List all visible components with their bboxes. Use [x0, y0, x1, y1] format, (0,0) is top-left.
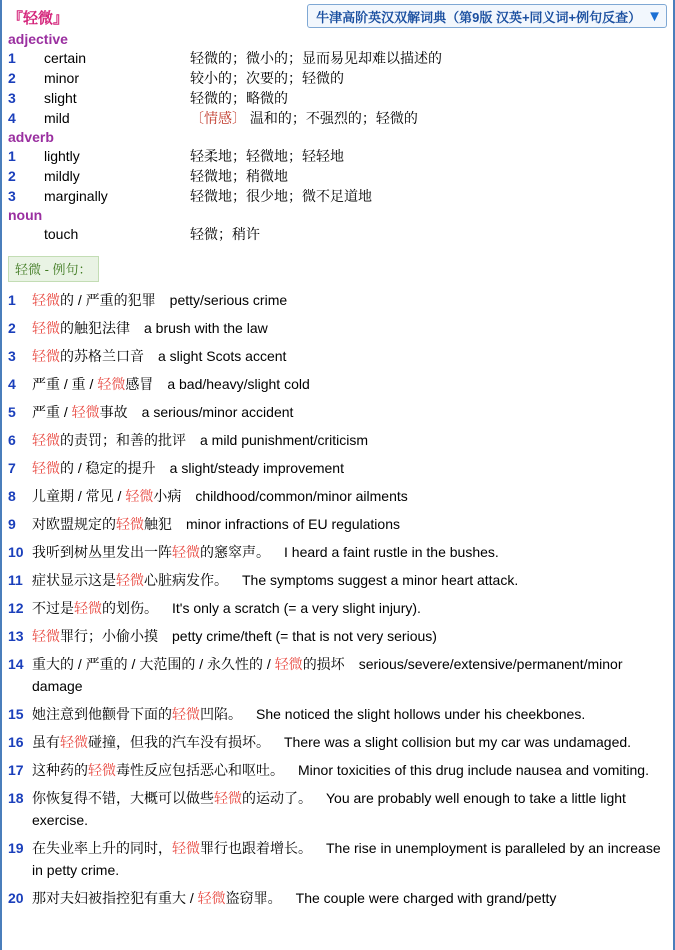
example-keyword: 轻微 — [32, 460, 60, 476]
page-header — [2, 0, 673, 30]
example-english: There was a slight collision but my car was undamaged. — [284, 734, 632, 750]
example-english: a serious/minor accident — [141, 404, 294, 420]
example-chinese: 严重 / 重 / — [32, 376, 98, 392]
example-text — [32, 373, 667, 395]
dictionary-selector[interactable] — [307, 4, 667, 28]
example-text — [32, 597, 667, 619]
example-text — [32, 703, 667, 725]
example-chinese: 的损坏 — [302, 656, 345, 672]
sense-definition: 较小的；次要的；轻微的 — [190, 70, 344, 86]
examples-heading-label: 轻微 - 例句： — [15, 262, 92, 277]
sense-word[interactable]: minor — [44, 70, 80, 86]
example-chinese: 的划伤。 — [102, 600, 158, 616]
example-chinese: 事故 — [99, 404, 128, 420]
sense-row[interactable] — [2, 68, 673, 88]
example-keyword: 轻微 — [116, 516, 144, 532]
examples-section — [2, 286, 673, 912]
example-row[interactable] — [2, 700, 673, 728]
part-of-speech-label: noun — [8, 207, 43, 223]
example-text — [32, 837, 667, 881]
sense-word[interactable]: slight — [44, 90, 77, 106]
part-of-speech-label: adjective — [8, 31, 68, 47]
example-text — [32, 759, 667, 781]
sense-definition: 轻微；稍许 — [190, 226, 260, 242]
example-english: The symptoms suggest a minor heart attack. — [242, 572, 519, 588]
example-chinese: 儿童期 / 常见 / — [32, 488, 126, 504]
example-row[interactable] — [2, 784, 673, 834]
example-keyword: 轻微 — [32, 432, 60, 448]
example-chinese: 对欧盟规定的 — [32, 516, 116, 532]
sense-row[interactable] — [2, 224, 673, 244]
example-keyword: 轻微 — [32, 348, 60, 364]
example-row[interactable] — [2, 510, 673, 538]
example-text — [32, 457, 667, 479]
example-keyword: 轻微 — [214, 790, 242, 806]
example-chinese: 碰撞，但我的汽车没有损坏。 — [88, 734, 270, 750]
example-number: 7 — [8, 460, 16, 476]
example-text — [32, 625, 667, 647]
sense-number: 3 — [8, 188, 16, 204]
example-text — [32, 289, 667, 311]
dictionary-name: 牛津高阶英汉双解词典（第9版 汉英+同义词+例句反查） — [316, 9, 642, 25]
example-english: You are probably well enough to take a little light exercise. — [32, 790, 626, 828]
sense-usage-tag: 〔情感〕 — [190, 110, 246, 126]
example-row[interactable] — [2, 286, 673, 314]
example-chinese: 症状显示这是 — [32, 572, 116, 588]
sense-definition: 轻微地；稍微地 — [190, 168, 288, 184]
sense-row[interactable] — [2, 48, 673, 68]
example-row[interactable] — [2, 314, 673, 342]
sense-word[interactable]: marginally — [44, 188, 108, 204]
example-chinese: 你恢复得不错，大概可以做些 — [32, 790, 214, 806]
example-number: 18 — [8, 790, 24, 806]
example-row[interactable] — [2, 370, 673, 398]
sense-number: 1 — [8, 50, 16, 66]
sense-definition: 轻柔地；轻微地；轻轻地 — [190, 148, 344, 164]
example-english: petty/serious crime — [169, 292, 288, 308]
chevron-down-icon[interactable]: ▼ — [647, 7, 662, 25]
example-keyword: 轻微 — [125, 488, 154, 504]
example-text — [32, 731, 667, 753]
example-number: 20 — [8, 890, 24, 906]
sense-definition: 轻微的；略微的 — [190, 90, 288, 106]
sense-row[interactable] — [2, 186, 673, 206]
example-row[interactable] — [2, 884, 673, 912]
example-row[interactable] — [2, 342, 673, 370]
example-english: The rise in unemployment is paralleled by an increase in petty crime. — [32, 840, 661, 878]
example-english: a bad/heavy/slight cold — [167, 376, 310, 392]
example-row[interactable] — [2, 566, 673, 594]
example-chinese: 盗窃罪。 — [225, 890, 282, 906]
example-number: 17 — [8, 762, 24, 778]
example-text — [32, 541, 667, 563]
example-keyword: 轻微 — [32, 628, 60, 644]
example-row[interactable] — [2, 538, 673, 566]
example-text — [32, 787, 667, 831]
sense-number: 4 — [8, 110, 16, 126]
example-number: 2 — [8, 320, 16, 336]
example-number: 16 — [8, 734, 24, 750]
example-row[interactable] — [2, 454, 673, 482]
example-english: It's only a scratch (= a very slight injury). — [172, 600, 421, 616]
example-number: 6 — [8, 432, 16, 448]
example-keyword: 轻微 — [88, 762, 116, 778]
example-keyword: 轻微 — [274, 656, 303, 672]
example-english: Minor toxicities of this drug include nausea and vomiting. — [298, 762, 649, 778]
example-number: 3 — [8, 348, 16, 364]
example-chinese: 重大的 / 严重的 / 大范围的 / 永久性的 / — [32, 656, 275, 672]
example-keyword: 轻微 — [97, 376, 126, 392]
example-text — [32, 401, 667, 423]
example-keyword: 轻微 — [172, 544, 200, 560]
example-number: 10 — [8, 544, 24, 560]
example-number: 4 — [8, 376, 16, 392]
example-text — [32, 887, 667, 909]
sense-number: 3 — [8, 90, 16, 106]
sense-row[interactable] — [2, 88, 673, 108]
example-chinese: 的责罚；和善的批评 — [60, 432, 186, 448]
example-english: a slight/steady improvement — [169, 460, 344, 476]
example-text — [32, 485, 667, 507]
example-row[interactable] — [2, 756, 673, 784]
example-chinese: 罪行也跟着增长。 — [200, 840, 312, 856]
example-chinese: 这种药的 — [32, 762, 88, 778]
example-number: 13 — [8, 628, 24, 644]
example-chinese: 的 / 严重的犯罪 — [60, 292, 156, 308]
example-chinese: 的触犯法律 — [60, 320, 130, 336]
example-chinese: 的窸窣声。 — [200, 544, 270, 560]
example-number: 11 — [8, 572, 23, 588]
example-number: 14 — [8, 656, 24, 672]
example-row[interactable] — [2, 728, 673, 756]
example-chinese: 严重 / — [32, 404, 72, 420]
sense-word[interactable]: certain — [44, 50, 87, 66]
example-number: 1 — [8, 292, 16, 308]
example-english: I heard a faint rustle in the bushes. — [284, 544, 499, 560]
example-chinese: 凹陷。 — [200, 706, 242, 722]
example-row[interactable] — [2, 594, 673, 622]
example-english: serious/severe/extensive/permanent/minor damage — [32, 656, 623, 694]
page-title: 『轻微』 — [8, 10, 69, 27]
example-keyword: 轻微 — [172, 840, 200, 856]
example-keyword: 轻微 — [32, 320, 60, 336]
example-chinese: 虽有 — [32, 734, 60, 750]
example-number: 15 — [8, 706, 24, 722]
example-keyword: 轻微 — [172, 706, 200, 722]
sense-definition: 轻微地；很少地；微不足道地 — [190, 188, 372, 204]
example-english: petty crime/theft (= that is not very serious) — [172, 628, 437, 644]
sense-row[interactable] — [2, 166, 673, 186]
example-chinese: 罪行；小偷小摸 — [60, 628, 158, 644]
example-chinese: 心脏病发作。 — [144, 572, 228, 588]
sense-definition: 轻微的；微小的；显而易见却难以描述的 — [190, 50, 442, 66]
sense-number: 1 — [8, 148, 16, 164]
example-chinese: 我听到树丛里发出一阵 — [32, 544, 172, 560]
example-keyword: 轻微 — [74, 600, 102, 616]
example-chinese: 小病 — [153, 488, 182, 504]
sense-number: 2 — [8, 70, 16, 86]
example-english: childhood/common/minor ailments — [195, 488, 408, 504]
example-chinese: 的 / 稳定的提升 — [60, 460, 156, 476]
senses-section — [2, 30, 673, 244]
example-row[interactable] — [2, 834, 673, 884]
example-text — [32, 429, 667, 451]
example-chinese: 的苏格兰口音 — [60, 348, 144, 364]
example-english: minor infractions of EU regulations — [186, 516, 400, 532]
example-row[interactable] — [2, 622, 673, 650]
sense-row[interactable] — [2, 146, 673, 166]
example-text — [32, 569, 667, 591]
example-english: The couple were charged with grand/petty — [295, 890, 557, 906]
example-chinese: 感冒 — [125, 376, 154, 392]
example-keyword: 轻微 — [71, 404, 100, 420]
example-chinese: 毒性反应包括恶心和呕吐。 — [116, 762, 284, 778]
sense-definition: 〔情感〕 温和的；不强烈的；轻微的 — [190, 110, 418, 126]
example-text — [32, 345, 667, 367]
example-chinese: 的运动了。 — [242, 790, 312, 806]
sense-word[interactable]: touch — [44, 226, 79, 242]
example-number: 12 — [8, 600, 24, 616]
example-chinese: 她注意到他颧骨下面的 — [32, 706, 172, 722]
example-english: She noticed the slight hollows under his cheekbones. — [256, 706, 586, 722]
example-row[interactable] — [2, 398, 673, 426]
example-number: 9 — [8, 516, 16, 532]
example-keyword: 轻微 — [60, 734, 88, 750]
example-number: 8 — [8, 488, 16, 504]
example-chinese: 在失业率上升的同时， — [32, 840, 172, 856]
example-text — [32, 653, 667, 697]
example-english: a slight Scots accent — [158, 348, 287, 364]
example-row[interactable] — [2, 482, 673, 510]
example-chinese: 触犯 — [144, 516, 172, 532]
sense-word[interactable]: mild — [44, 110, 70, 126]
example-chinese: 那对夫妇被指控犯有重大 / — [32, 890, 198, 906]
example-english: a brush with the law — [144, 320, 268, 336]
sense-word[interactable]: mildly — [44, 168, 80, 184]
sense-row[interactable] — [2, 108, 673, 128]
example-english: a mild punishment/criticism — [200, 432, 369, 448]
example-chinese: 不过是 — [32, 600, 74, 616]
examples-heading — [8, 256, 99, 282]
example-text — [32, 513, 667, 535]
sense-number: 2 — [8, 168, 16, 184]
example-number: 19 — [8, 840, 24, 856]
example-keyword: 轻微 — [32, 292, 60, 308]
part-of-speech-label: adverb — [8, 129, 54, 145]
sense-word[interactable]: lightly — [44, 148, 80, 164]
example-row[interactable] — [2, 650, 673, 700]
example-number: 5 — [8, 404, 16, 420]
example-row[interactable] — [2, 426, 673, 454]
example-text — [32, 317, 667, 339]
example-keyword: 轻微 — [197, 890, 226, 906]
example-keyword: 轻微 — [116, 572, 144, 588]
